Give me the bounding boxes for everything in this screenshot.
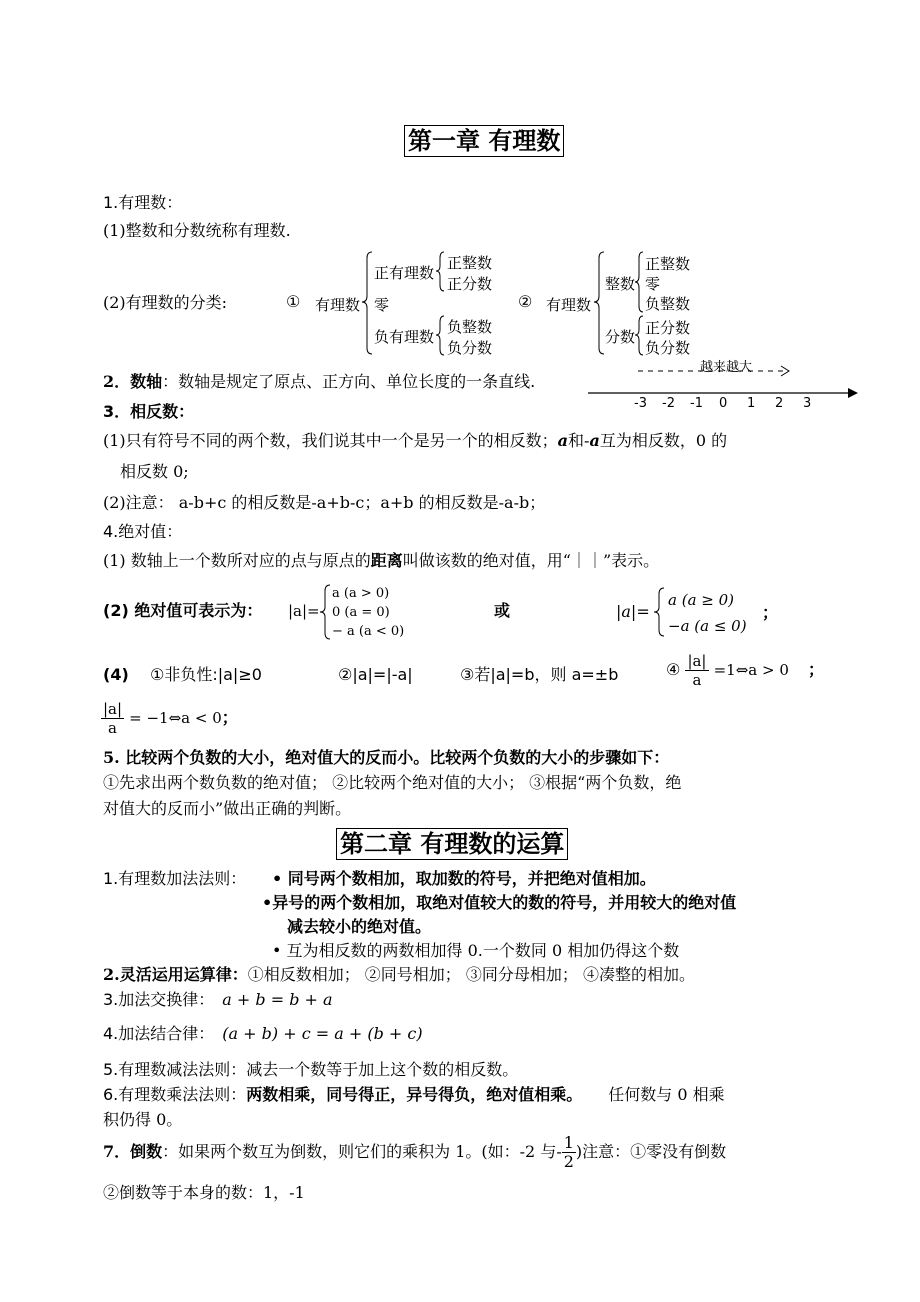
class1-neg-int: 负整数 — [447, 318, 493, 336]
or-word: 或 — [494, 601, 511, 620]
class2-neg-int: 负整数 — [645, 295, 691, 313]
abs2-lhs: |a|= — [616, 602, 650, 621]
brace-class1-root — [362, 252, 372, 354]
rule1-heading: 1.有理数加法法则： — [103, 869, 247, 888]
section5-l1: ①先求出两个数负数的绝对值； ②比较两个绝对值的大小； ③根据“两个负数，绝 — [103, 773, 682, 792]
section5-l2: 对值大的反而小”做出正确的判断。 — [103, 799, 352, 818]
abs1-case3: − a (a < 0) — [332, 624, 405, 639]
brace-class2-root — [594, 252, 604, 354]
class2-pos-frac: 正分数 — [645, 319, 691, 337]
class2-int: 整数 — [605, 275, 636, 293]
axis-tick-label: -3 — [634, 396, 647, 411]
axis-tick-label: 2 — [775, 396, 784, 411]
class1-zero: 零 — [374, 296, 390, 314]
abs2-semicolon: ； — [762, 603, 779, 622]
p4-if-abs: ③若|a|=b，则 a=±b — [460, 665, 619, 684]
rule3: 3.加法交换律： a + b = b + a — [103, 990, 333, 1009]
brace-abs1 — [320, 585, 330, 639]
rule1-b: •异号的两个数相加，取绝对值较大的数的符号，并用较大的绝对值 — [262, 893, 737, 912]
abs2-case2: −a (a ≤ 0) — [668, 617, 747, 635]
p4-label: (4) — [103, 665, 129, 684]
class2-pos-int: 正整数 — [645, 255, 691, 273]
rule1-b2: 减去较小的绝对值。 — [287, 917, 432, 936]
rule6-l2: 积仍得 0。 — [103, 1110, 183, 1129]
section3-p1: (1)只有符号不同的两个数，我们说其中一个是另一个的相反数；a和-a互为相反数，0 的 — [103, 431, 728, 450]
abs1-case2: 0 (a = 0) — [332, 605, 390, 620]
section3-p1-cont: 相反数 0; — [120, 462, 189, 481]
section4-heading: 4.绝对值： — [103, 522, 183, 541]
abs2-case1: a (a ≥ 0) — [668, 591, 735, 609]
brace-class2-frac — [635, 316, 643, 355]
brace-class1-neg — [436, 316, 444, 355]
axis-tick-label: -1 — [690, 396, 703, 411]
rule4: 4.加法结合律： (a + b) + c = a + (b + c) — [103, 1024, 423, 1043]
class2-zero: 零 — [645, 275, 661, 293]
class1-pos: 正有理数 — [374, 264, 435, 282]
section1-heading: 1.有理数： — [103, 193, 183, 212]
section4-p2-label: (2) 绝对值可表示为： — [103, 601, 263, 620]
rule5: 5.有理数减法法则：减去一个数等于加上这个数的相反数。 — [103, 1060, 519, 1079]
rule1-a: • 同号两个数相加，取加数的符号，并把绝对值相加。 — [272, 869, 656, 888]
rule7: 7．倒数：如果两个数互为倒数，则它们的乘积为 1。(如：-2 与- $\frac{1}{2}$ )注意：①零没有倒数 — [103, 1133, 727, 1171]
rule7-l2: ②倒数等于本身的数：1，-1 — [103, 1183, 305, 1202]
brace-abs2 — [654, 588, 664, 636]
class1-root: 有理数 — [315, 296, 361, 314]
p4-frac-positive: ④ $\frac{|a|}{a}$ =1⇔a > 0 ； — [666, 652, 824, 689]
p4-frac-negative: $\frac{|a|}{a}$ = −1⇔a < 0； — [103, 700, 238, 737]
section2: 2．数轴：数轴是规定了原点、正方向、单位长度的一条直线. — [103, 372, 536, 391]
section4-p1: (1) 数轴上一个数所对应的点与原点的距离叫做该数的绝对值，用“｜｜”表示。 — [103, 551, 660, 570]
class1-mark: ① — [286, 292, 301, 311]
rule2: 2.灵活运用运算律：①相反数相加； ②同号相加； ③同分母相加； ④凑整的相加。 — [103, 965, 695, 984]
class1-pos-int: 正整数 — [447, 254, 493, 272]
class1-neg: 负有理数 — [374, 328, 435, 346]
section3-heading: 3．相反数： — [103, 402, 195, 421]
rule1-c: • 互为相反数的两数相加得 0.一个数同 0 相加仍得这个数 — [272, 941, 680, 960]
chapter1-title: 第一章 有理数 — [404, 125, 564, 157]
abs2-cases — [668, 587, 747, 639]
abs1-lhs: |a|= — [288, 602, 320, 620]
section5-heading: 5. 比较两个负数的大小，绝对值大的反而小。比较两个负数的大小的步骤如下： — [103, 748, 670, 767]
class2-neg-frac: 负分数 — [645, 339, 691, 357]
axis-tick-label: -2 — [662, 396, 675, 411]
section3-p2: (2)注意： a-b+c 的相反数是-a+b-c；a+b 的相反数是-a-b； — [103, 493, 546, 512]
number-line-arrow — [848, 388, 858, 398]
abs1-case1: a (a > 0) — [332, 586, 390, 601]
class1-pos-frac: 正分数 — [447, 275, 493, 293]
brace-class2-int — [635, 252, 643, 312]
axis-tick-label: 0 — [719, 396, 728, 411]
rule6: 6.有理数乘法法则：两数相乘，同号得正，异号得负，绝对值相乘。 任何数与 0 相乘 — [103, 1085, 725, 1104]
class2-root: 有理数 — [546, 296, 592, 314]
axis-tick-label: 3 — [803, 396, 812, 411]
section1-p2: (2)有理数的分类: — [103, 293, 228, 312]
axis-tick-label: 1 — [747, 396, 756, 411]
section1-p1: (1)整数和分数统称有理数. — [103, 221, 291, 240]
class1-neg-frac: 负分数 — [447, 339, 493, 357]
class2-mark: ② — [518, 292, 533, 311]
brace-class1-pos — [436, 252, 444, 291]
class2-frac: 分数 — [605, 328, 636, 346]
p4-nonneg: ①非负性:|a|≥0 — [150, 665, 262, 684]
chapter2-title: 第二章 有理数的运算 — [336, 828, 568, 860]
abs1-cases — [332, 584, 404, 641]
p4-symmetric: ②|a|=|-a| — [338, 665, 413, 684]
axis-label: 越来越大 — [700, 360, 753, 375]
